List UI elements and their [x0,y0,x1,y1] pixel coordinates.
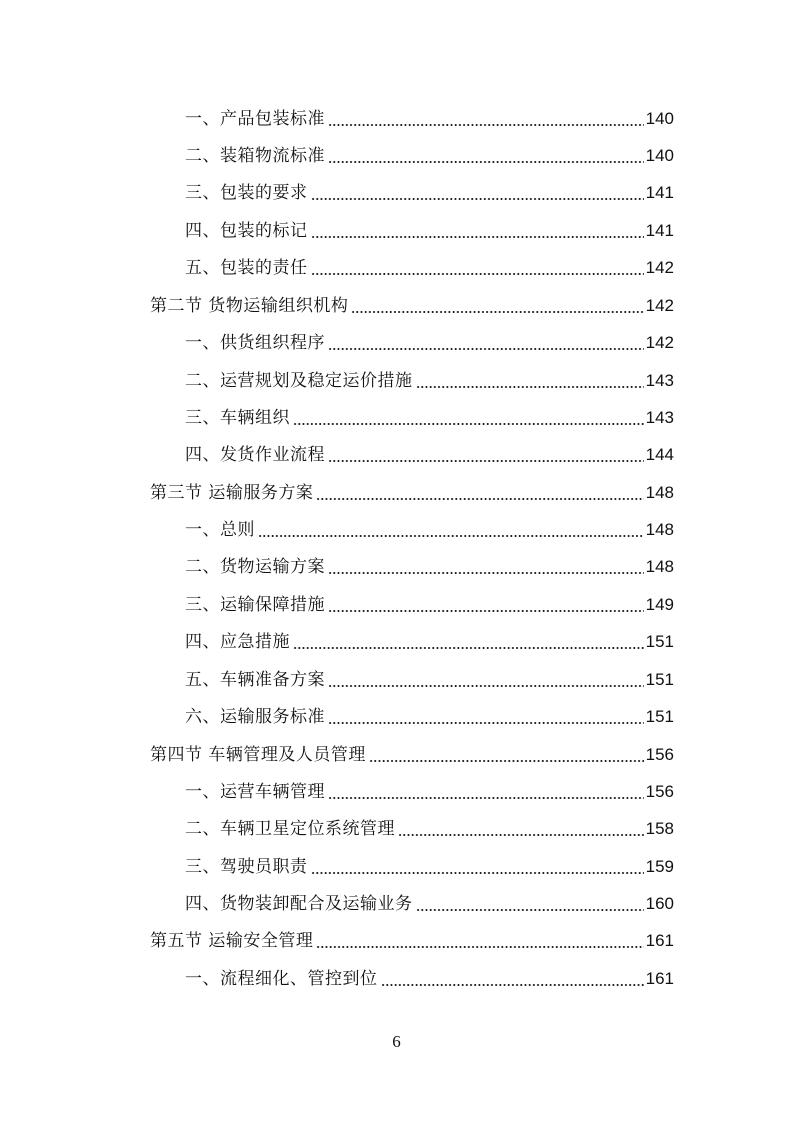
toc-entry-page: 156 [645,782,674,801]
toc-entry-page: 148 [645,520,674,539]
toc-entry-title: 三、包装的要求 [185,183,308,203]
toc-entry-page: 158 [645,819,674,838]
toc-entry-page: 148 [645,483,674,502]
dot-leader [328,552,644,582]
toc-entry-page: 142 [645,296,674,315]
toc-entry-title: 二、装箱物流标准 [185,146,325,166]
dot-leader [316,926,643,956]
toc-entry-title: 一、流程细化、管控到位 [185,969,378,989]
toc-entry-page: 141 [645,221,674,240]
toc-entry[interactable] [185,216,674,246]
toc-entry-title: 第四节 车辆管理及人员管理 [150,745,366,765]
dot-leader [293,627,644,657]
toc-entry-page: 161 [645,969,674,988]
toc-entry-title: 二、货物运输方案 [185,557,325,577]
dot-leader [328,665,644,695]
dot-leader [328,328,644,358]
toc-entry-title: 一、供货组织程序 [185,333,325,353]
dot-leader [328,104,644,134]
toc-entry-title: 三、驾驶员职责 [185,857,308,877]
toc-entry[interactable] [185,403,674,433]
dot-leader [328,702,644,732]
toc-entry-page: 151 [645,632,674,651]
dot-leader [328,590,644,620]
toc-entry-page: 151 [645,707,674,726]
toc-entry-title: 一、运营车辆管理 [185,782,325,802]
toc-entry-title: 四、发货作业流程 [185,445,325,465]
toc-entry-title: 一、总则 [185,520,255,540]
toc-entry[interactable] [185,964,674,994]
dot-leader [381,964,644,994]
dot-leader [311,852,644,882]
toc-entry[interactable] [185,889,674,919]
dot-leader [328,440,644,470]
toc-entry-page: 160 [645,894,674,913]
dot-leader [416,889,644,919]
toc-entry-page: 140 [645,146,674,165]
toc-entry[interactable] [185,814,674,844]
toc-entry-page: 156 [645,745,674,764]
toc-entry[interactable] [185,552,674,582]
toc-section-entry[interactable] [150,291,674,321]
toc-entry-title: 一、产品包装标准 [185,109,325,129]
toc-entry-page: 143 [645,408,674,427]
toc-entry-page: 159 [645,857,674,876]
dot-leader [398,814,644,844]
dot-leader [328,777,644,807]
toc-entry-page: 151 [645,670,674,689]
toc-entry[interactable] [185,104,674,134]
toc-entry[interactable] [185,366,674,396]
toc-entry[interactable] [185,515,674,545]
toc-entry-page: 142 [645,333,674,352]
toc-section-entry[interactable] [150,740,674,770]
toc-entry-title: 第五节 运输安全管理 [150,931,314,951]
toc-entry-title: 三、运输保障措施 [185,595,325,615]
toc-entry-page: 161 [645,931,674,950]
dot-leader [369,740,644,770]
dot-leader [316,478,643,508]
toc-entry-title: 四、货物装卸配合及运输业务 [185,894,413,914]
toc-entry[interactable] [185,178,674,208]
dot-leader [351,291,643,321]
toc-entry[interactable] [185,665,674,695]
toc-entry[interactable] [185,627,674,657]
toc-entry-title: 第三节 运输服务方案 [150,483,314,503]
toc-entry-page: 140 [645,109,674,128]
toc-entry-page: 149 [645,595,674,614]
toc-entry-title: 四、包装的标记 [185,221,308,241]
dot-leader [293,403,644,433]
toc-entry[interactable] [185,590,674,620]
dot-leader [311,216,644,246]
toc-entry[interactable] [185,702,674,732]
toc-entry-title: 二、车辆卫星定位系统管理 [185,819,395,839]
toc-entry-page: 141 [645,183,674,202]
toc-entry[interactable] [185,777,674,807]
toc-section-entry[interactable] [150,926,674,956]
toc-entry[interactable] [185,141,674,171]
toc-entry-page: 144 [645,445,674,464]
toc-entry-page: 142 [645,258,674,277]
toc-entry-page: 148 [645,557,674,576]
dot-leader [311,253,644,283]
toc-entry[interactable] [185,253,674,283]
dot-leader [328,141,644,171]
toc-entry-title: 五、包装的责任 [185,258,308,278]
dot-leader [258,515,644,545]
toc-entry-title: 五、车辆准备方案 [185,670,325,690]
toc-entry[interactable] [185,440,674,470]
toc-entry-title: 四、应急措施 [185,632,290,652]
page-number: 6 [392,1032,401,1051]
toc-section-entry[interactable] [150,478,674,508]
toc-entry-page: 143 [645,371,674,390]
toc-entry-title: 三、车辆组织 [185,408,290,428]
toc-entry[interactable] [185,328,674,358]
dot-leader [311,178,644,208]
toc-entry-title: 六、运输服务标准 [185,707,325,727]
dot-leader [416,366,644,396]
toc-entry-title: 第二节 货物运输组织机构 [150,296,349,316]
toc-entry[interactable] [185,852,674,882]
toc-entry-title: 二、运营规划及稳定运价措施 [185,371,413,391]
